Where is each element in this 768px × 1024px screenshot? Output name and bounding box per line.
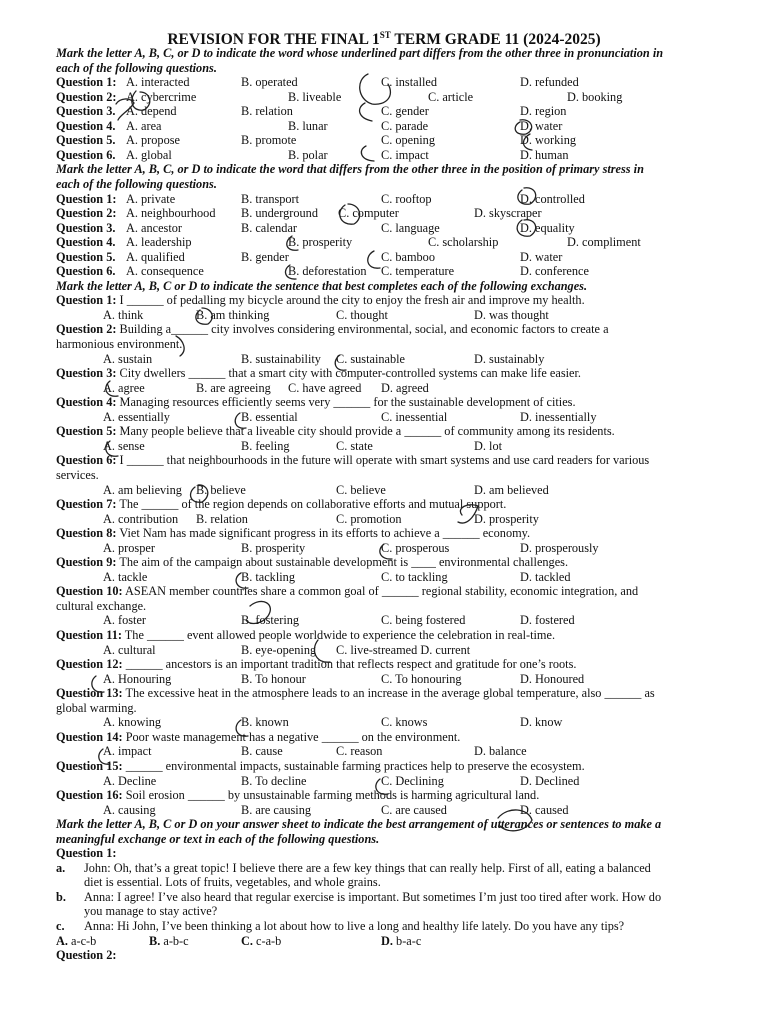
question-label: Question 7: bbox=[56, 497, 117, 512]
answer-option: D. skyscraper bbox=[474, 206, 542, 221]
answer-option: D. water bbox=[520, 118, 563, 133]
question-line bbox=[56, 366, 581, 381]
question-stem: The excessive heat in the atmosphere leads to an increase in the average global temperature, also ______ as bbox=[122, 686, 655, 701]
answer-option: B. To decline bbox=[241, 773, 307, 788]
answer-option: D. know bbox=[520, 715, 563, 730]
title-main: REVISION FOR THE FINAL 1 bbox=[167, 31, 380, 49]
dialogue-letter: b. bbox=[56, 889, 66, 904]
question-line bbox=[56, 75, 116, 90]
answer-option: B. promote bbox=[241, 133, 297, 148]
answer-option: D. controlled bbox=[520, 191, 585, 206]
answer-option: D. human bbox=[520, 147, 569, 162]
question-line bbox=[56, 788, 539, 803]
answer-option: D. was thought bbox=[474, 307, 549, 322]
answer-option: A. am believing bbox=[103, 482, 182, 497]
answer-option: A. consequence bbox=[126, 264, 204, 279]
answer-option: B. fostering bbox=[241, 613, 300, 628]
answer-option: C. language bbox=[381, 220, 440, 235]
answer-option: A. impact bbox=[103, 744, 152, 759]
arrangement-letter: D. bbox=[381, 933, 393, 948]
answer-option: B. am thinking bbox=[196, 307, 270, 322]
question-stem: Poor waste management has a negative ______ on the environment. bbox=[122, 729, 461, 744]
answer-option: C. bamboo bbox=[381, 249, 435, 264]
answer-option: C. knows bbox=[381, 715, 428, 730]
answer-option: C. prosperous bbox=[381, 540, 450, 555]
answer-option: C. are caused bbox=[381, 802, 447, 817]
question-line bbox=[56, 322, 609, 337]
question-line bbox=[56, 657, 576, 672]
answer-option: B. lunar bbox=[288, 118, 328, 133]
answer-option: D. Declined bbox=[520, 773, 580, 788]
question-label: Question 13: bbox=[56, 686, 123, 701]
arrangement-sequence: a-c-b bbox=[67, 933, 97, 948]
dialogue-line: John: Oh, that’s a great topic! I believe there are a few key things that can really help. First of all, eating a balanced bbox=[84, 860, 651, 875]
answer-option: A. neighbourhood bbox=[126, 206, 216, 221]
question-line bbox=[56, 628, 555, 643]
question-line bbox=[56, 759, 585, 774]
question-label: Question 1: bbox=[56, 191, 117, 206]
question-label: Question 5: bbox=[56, 424, 117, 439]
answer-option: C. opening bbox=[381, 133, 435, 148]
dialogue-line: Anna: I agree! I’ve also heard that regular exercise is important. But sometimes I’m just too tired after work. How do bbox=[84, 889, 662, 904]
answer-option: A. cybercrime bbox=[126, 89, 197, 104]
question-label: Question 4. bbox=[56, 118, 116, 133]
answer-option: B. known bbox=[241, 715, 289, 730]
question-label: Question 6: bbox=[56, 453, 117, 468]
answer-option: C. gender bbox=[381, 104, 429, 119]
dialogue-letter: c. bbox=[56, 919, 65, 933]
answer-option: C. installed bbox=[381, 75, 438, 90]
answer-option: A. agree bbox=[103, 380, 145, 395]
answer-option: D. compliment bbox=[567, 235, 641, 250]
question-line bbox=[56, 133, 115, 148]
question-stem: Building a______ city involves considering environmental, social, and economic factors to create a bbox=[116, 322, 609, 337]
question-stem: The ______ of the region depends on collaborative efforts and mutual support. bbox=[116, 497, 507, 512]
pen-mark bbox=[361, 146, 374, 161]
answer-option: D. caused bbox=[520, 802, 569, 817]
answer-option: C. have agreed bbox=[288, 380, 362, 395]
title-rest: TERM GRADE 11 (2024-2025) bbox=[390, 31, 601, 49]
answer-option: A. Decline bbox=[103, 773, 157, 788]
answer-option: B. calendar bbox=[241, 220, 297, 235]
arrangement-letter: A. bbox=[56, 933, 68, 948]
question-line bbox=[56, 148, 115, 163]
answer-option: A. contribution bbox=[103, 511, 179, 526]
answer-option: C. sustainable bbox=[336, 351, 405, 366]
question-line bbox=[56, 395, 576, 410]
answer-option: C. article bbox=[428, 89, 474, 104]
answer-option: C. being fostered bbox=[381, 613, 466, 628]
answer-option: B. prosperity bbox=[288, 235, 353, 250]
question-stem: I ______ that neighbourhoods in the future will operate with smart systems and use card readers for various bbox=[116, 453, 650, 468]
answer-option: B. cause bbox=[241, 744, 283, 759]
answer-option: B. sustainability bbox=[241, 351, 321, 366]
answer-option: A. knowing bbox=[103, 715, 162, 730]
question-label: Question 2: bbox=[56, 89, 117, 104]
instruction-text: Mark the letter A, B, C, or D to indicate the word that differs from the other three in the position of primary stress in bbox=[56, 162, 644, 177]
question-label: Question 12: bbox=[56, 657, 123, 672]
answer-option: D. agreed bbox=[381, 380, 429, 395]
question-label: Question 5. bbox=[56, 249, 116, 264]
answer-option: C. scholarship bbox=[428, 235, 499, 250]
question-stem: ______ environmental impacts, sustainable farming practices help to preserve the ecosystem. bbox=[122, 758, 585, 773]
question-label: Question 9: bbox=[56, 555, 117, 570]
dialogue-continuation: diet is essential. Lots of fruits, vegetables, and whole grains. bbox=[84, 875, 381, 890]
question-stem: The aim of the campaign about sustainable development is ____ environmental challenges. bbox=[116, 555, 569, 570]
question-label: Question 16: bbox=[56, 788, 123, 803]
question-continuation: cultural exchange. bbox=[56, 598, 147, 613]
title-superscript: ST bbox=[379, 30, 391, 40]
answer-option: C. parade bbox=[381, 118, 429, 133]
question-stem: I ______ of pedalling my bicycle around the city to enjoy the fresh air and improve my health. bbox=[116, 293, 585, 308]
question-label: Question 1: bbox=[56, 846, 117, 861]
answer-option: D. prosperously bbox=[520, 540, 599, 555]
arrangement-letter: C. bbox=[241, 933, 253, 948]
question-continuation: services. bbox=[56, 467, 99, 482]
answer-option: D. Honoured bbox=[520, 671, 585, 686]
arrangement-option bbox=[149, 934, 189, 949]
question-stem: Managing resources efficiently seems very ______ for the sustainable development of cities. bbox=[116, 395, 576, 410]
question-stem: Soil erosion ______ by unsustainable farming methods is harming agricultural land. bbox=[122, 788, 540, 803]
question-continuation: global warming. bbox=[56, 700, 137, 715]
answer-option: D. equality bbox=[520, 220, 575, 235]
answer-option: A. cultural bbox=[103, 642, 156, 657]
answer-option: C. inessential bbox=[381, 409, 448, 424]
question-label: Question 3. bbox=[56, 220, 116, 235]
question-line bbox=[56, 948, 116, 963]
answer-option: A. qualified bbox=[126, 249, 185, 264]
question-label: Question 11: bbox=[56, 628, 122, 642]
question-label: Question 14: bbox=[56, 729, 123, 744]
question-label: Question 2: bbox=[56, 206, 117, 221]
answer-option: B. deforestation bbox=[288, 264, 367, 279]
answer-option: D. booking bbox=[567, 89, 623, 104]
question-line bbox=[56, 90, 116, 105]
question-label: Question 10: bbox=[56, 584, 123, 599]
question-label: Question 4: bbox=[56, 395, 117, 410]
answer-option: C. reason bbox=[336, 744, 383, 759]
arrangement-sequence: a-b-c bbox=[160, 933, 189, 948]
answer-option: D. fostered bbox=[520, 613, 575, 628]
arrangement-option bbox=[241, 934, 281, 949]
answer-option: B. prosperity bbox=[241, 540, 306, 555]
instruction-text: Mark the letter A, B, C or D on your answer sheet to indicate the best arrangement of utterances or sentences to make a bbox=[56, 817, 662, 832]
answer-option: B. polar bbox=[288, 147, 328, 162]
answer-option: A. prosper bbox=[103, 540, 155, 555]
answer-option: D. inessentially bbox=[520, 409, 597, 424]
question-line bbox=[56, 250, 115, 265]
question-line bbox=[56, 192, 116, 207]
answer-option: C. To honouring bbox=[381, 671, 462, 686]
question-line bbox=[56, 221, 115, 236]
question-label: Question 6. bbox=[56, 264, 116, 279]
answer-option: B. relation bbox=[241, 104, 293, 119]
question-line bbox=[56, 453, 649, 468]
question-stem: Many people believe that a liveable city should provide a ______ of community among its residents. bbox=[116, 424, 615, 439]
answer-option: D. refunded bbox=[520, 75, 579, 90]
question-line bbox=[56, 264, 115, 279]
pen-mark bbox=[368, 251, 380, 268]
question-line bbox=[56, 686, 655, 701]
question-line bbox=[56, 526, 530, 541]
question-continuation: harmonious environment. bbox=[56, 337, 183, 351]
answer-option: B. tackling bbox=[241, 569, 295, 584]
answer-option: A. depend bbox=[126, 104, 177, 119]
answer-option: A. private bbox=[126, 191, 176, 206]
question-label: Question 3: bbox=[56, 366, 117, 381]
question-stem: City dwellers ______ that a smart city with computer-controlled systems can make life easier. bbox=[116, 366, 581, 381]
question-stem: ______ ancestors is an important tradition that reflects respect and gratitude for one’s roots. bbox=[122, 657, 577, 672]
answer-option: A. causing bbox=[103, 802, 156, 817]
question-line bbox=[56, 584, 638, 599]
pen-mark bbox=[360, 103, 372, 121]
answer-option: C. Declining bbox=[381, 773, 444, 788]
question-stem: ASEAN member countries share a common goal of ______ regional stability, economic integration, and bbox=[122, 584, 639, 599]
dialogue-continuation: you manage to stay active? bbox=[84, 904, 218, 919]
answer-option: C. to tackling bbox=[381, 569, 448, 584]
question-label: Question 2: bbox=[56, 948, 117, 963]
answer-option: A. interacted bbox=[126, 75, 190, 90]
dialogue-line: Anna: Hi John, I’ve been thinking a lot about how to live a long and healthy life lately. Do you have any tips? bbox=[84, 919, 625, 933]
arrangement-sequence: b-a-c bbox=[392, 933, 422, 948]
answer-option: A. sustain bbox=[103, 351, 153, 366]
question-label: Question 4. bbox=[56, 235, 116, 250]
answer-option: C. rooftop bbox=[381, 191, 432, 206]
answer-option: C. computer bbox=[338, 206, 399, 221]
answer-option: C. thought bbox=[336, 307, 388, 322]
answer-option: A. foster bbox=[103, 613, 147, 628]
answer-option: C. promotion bbox=[336, 511, 402, 526]
answer-option: B. underground bbox=[241, 206, 318, 221]
question-label: Question 2: bbox=[56, 322, 117, 337]
question-stem: Viet Nam has made significant progress in its efforts to achieve a ______ economy. bbox=[116, 526, 531, 541]
question-label: Question 8: bbox=[56, 526, 117, 541]
question-stem: The ______ event allowed people worldwide to experience the celebration in real-time. bbox=[121, 628, 556, 642]
answer-option: A. Honouring bbox=[103, 671, 172, 686]
answer-option: C. live-streamed D. current bbox=[336, 642, 471, 657]
answer-option: A. leadership bbox=[126, 235, 192, 250]
question-label: Question 15: bbox=[56, 758, 123, 773]
answer-option: B. are causing bbox=[241, 802, 311, 817]
question-line bbox=[56, 104, 115, 119]
arrangement-letter: B. bbox=[149, 933, 161, 948]
answer-option: C. believe bbox=[336, 482, 386, 497]
answer-option: A. propose bbox=[126, 133, 180, 148]
arrangement-sequence: c-a-b bbox=[252, 933, 282, 948]
answer-option: C. temperature bbox=[381, 264, 455, 279]
answer-option: A. essentially bbox=[103, 409, 170, 424]
instruction-text: each of the following questions. bbox=[56, 176, 217, 191]
answer-option: B. relation bbox=[196, 511, 248, 526]
answer-option: D. working bbox=[520, 133, 577, 148]
answer-option: C. impact bbox=[381, 147, 429, 162]
answer-option: D. tackled bbox=[520, 569, 571, 584]
arrangement-option bbox=[381, 934, 421, 949]
answer-option: B. liveable bbox=[288, 89, 342, 104]
answer-option: C. state bbox=[336, 438, 373, 453]
answer-option: B. gender bbox=[241, 249, 289, 264]
instruction-text: Mark the letter A, B, C, or D to indicate the word whose underlined part differs from the other three in pronunciation in bbox=[56, 46, 664, 60]
answer-option: A. ancestor bbox=[126, 220, 182, 235]
answer-option: B. feeling bbox=[241, 438, 290, 453]
answer-option: D. region bbox=[520, 104, 567, 119]
answer-option: D. lot bbox=[474, 438, 503, 453]
question-label: Question 3. bbox=[56, 104, 116, 119]
instruction-text: meaningful exchange or text in each of the following questions. bbox=[56, 831, 380, 846]
question-label: Question 6. bbox=[56, 147, 116, 162]
answer-option: D. prosperity bbox=[474, 511, 539, 526]
answer-option: D. balance bbox=[474, 744, 527, 759]
answer-option: B. eye-opening bbox=[241, 642, 317, 657]
question-label: Question 5. bbox=[56, 133, 116, 148]
question-line bbox=[56, 119, 115, 134]
question-label: Question 1: bbox=[56, 293, 117, 308]
question-line bbox=[56, 235, 115, 250]
arrangement-option bbox=[56, 934, 96, 949]
dialogue-letter: a. bbox=[56, 860, 66, 875]
answer-option: B. are agreeing bbox=[196, 380, 271, 395]
question-line bbox=[56, 206, 116, 221]
question-line bbox=[56, 497, 506, 512]
answer-option: A. area bbox=[126, 118, 162, 133]
answer-option: B. believe bbox=[196, 482, 246, 497]
answer-option: B. essential bbox=[241, 409, 298, 424]
question-line bbox=[56, 846, 116, 861]
answer-option: D. sustainably bbox=[474, 351, 545, 366]
answer-option: D. am believed bbox=[474, 482, 549, 497]
answer-option: A. sense bbox=[103, 438, 145, 453]
answer-option: D. water bbox=[520, 249, 563, 264]
question-line bbox=[56, 555, 568, 570]
answer-option: A. think bbox=[103, 307, 144, 322]
instruction-text: Mark the letter A, B, C or D to indicate the sentence that best completes each of the following exchanges. bbox=[56, 278, 588, 293]
answer-option: B. operated bbox=[241, 75, 298, 90]
question-line bbox=[56, 730, 460, 745]
instruction-text: each of the following questions. bbox=[56, 60, 217, 75]
answer-option: D. conference bbox=[520, 264, 589, 279]
answer-option: A. global bbox=[126, 147, 172, 162]
question-line bbox=[56, 424, 615, 439]
question-label: Question 1: bbox=[56, 75, 117, 90]
question-line bbox=[56, 293, 585, 308]
answer-option: B. To honour bbox=[241, 671, 306, 686]
answer-option: A. tackle bbox=[103, 569, 148, 584]
answer-option: B. transport bbox=[241, 191, 300, 206]
